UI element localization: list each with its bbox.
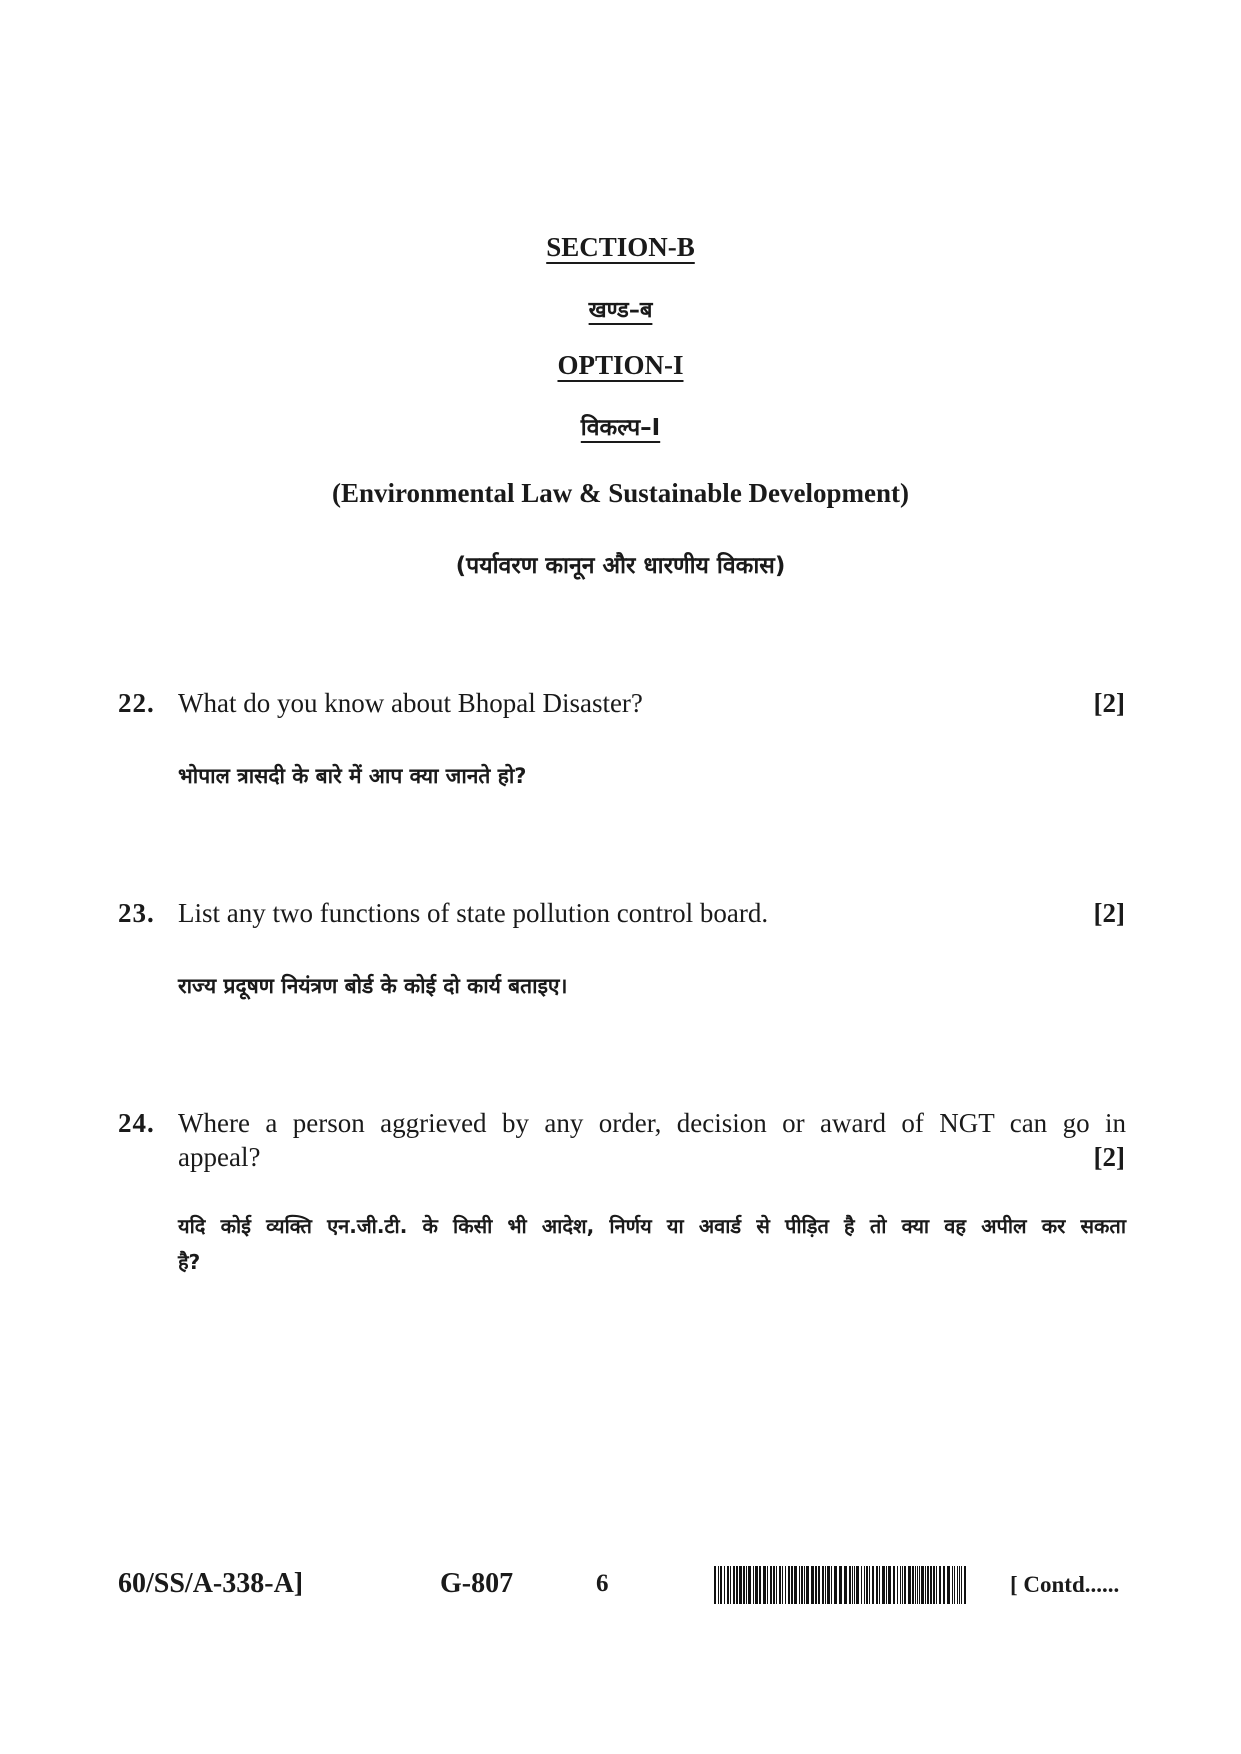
option-title-hindi: विकल्प–I [580, 415, 661, 441]
paper-code: 60/SS/A-338-A] [118, 1568, 304, 1599]
subject-title-hindi: (पर्यावरण कानून और धारणीय विकास) [455, 553, 786, 579]
question-number: 23. [118, 898, 155, 928]
section-heading-hindi [0, 294, 1241, 324]
section-title-hindi: खण्ड–ब [588, 298, 653, 323]
question-text: List any two functions of state pollution control board. [178, 898, 769, 928]
section-title: SECTION-B [546, 232, 695, 262]
option-heading-hindi [0, 410, 1241, 442]
barcode-image [714, 1566, 966, 1604]
question-marks: [2] [1093, 898, 1125, 928]
question-text-line-2: appeal? [178, 1142, 261, 1172]
question-text-hindi: राज्य प्रदूषण नियंत्रण बोर्ड के कोई दो कार्य बताइए। [178, 974, 568, 998]
paper-series: G-807 [440, 1568, 514, 1599]
question-marks: [2] [1093, 688, 1125, 718]
option-heading [0, 350, 1241, 381]
question-text-hindi: भोपाल त्रासदी के बारे में आप क्या जानते हो? [178, 764, 527, 788]
question-text-hindi-line-1: यदि कोई व्यक्ति एन.जी.टी. के किसी भी आदेश, निर्णय या अवार्ड से पीड़ित है तो क्या वह अपील कर सकता [178, 1214, 1126, 1238]
section-heading [0, 232, 1241, 263]
question-number: 24. [118, 1108, 155, 1138]
option-title: OPTION-I [557, 350, 684, 380]
question-text-line-1: Where a person aggrieved by any order, decision or award of NGT can go in [178, 1108, 1126, 1138]
question-number: 22. [118, 688, 155, 718]
subject-title: (Environmental Law & Sustainable Development) [331, 478, 910, 508]
question-text-hindi-line-2: है? [178, 1250, 201, 1274]
question-marks: [2] [1093, 1142, 1125, 1172]
page-number: 6 [596, 1570, 609, 1597]
question-text: What do you know about Bhopal Disaster? [178, 688, 643, 718]
continued-label: [ Contd...... [1010, 1572, 1120, 1597]
